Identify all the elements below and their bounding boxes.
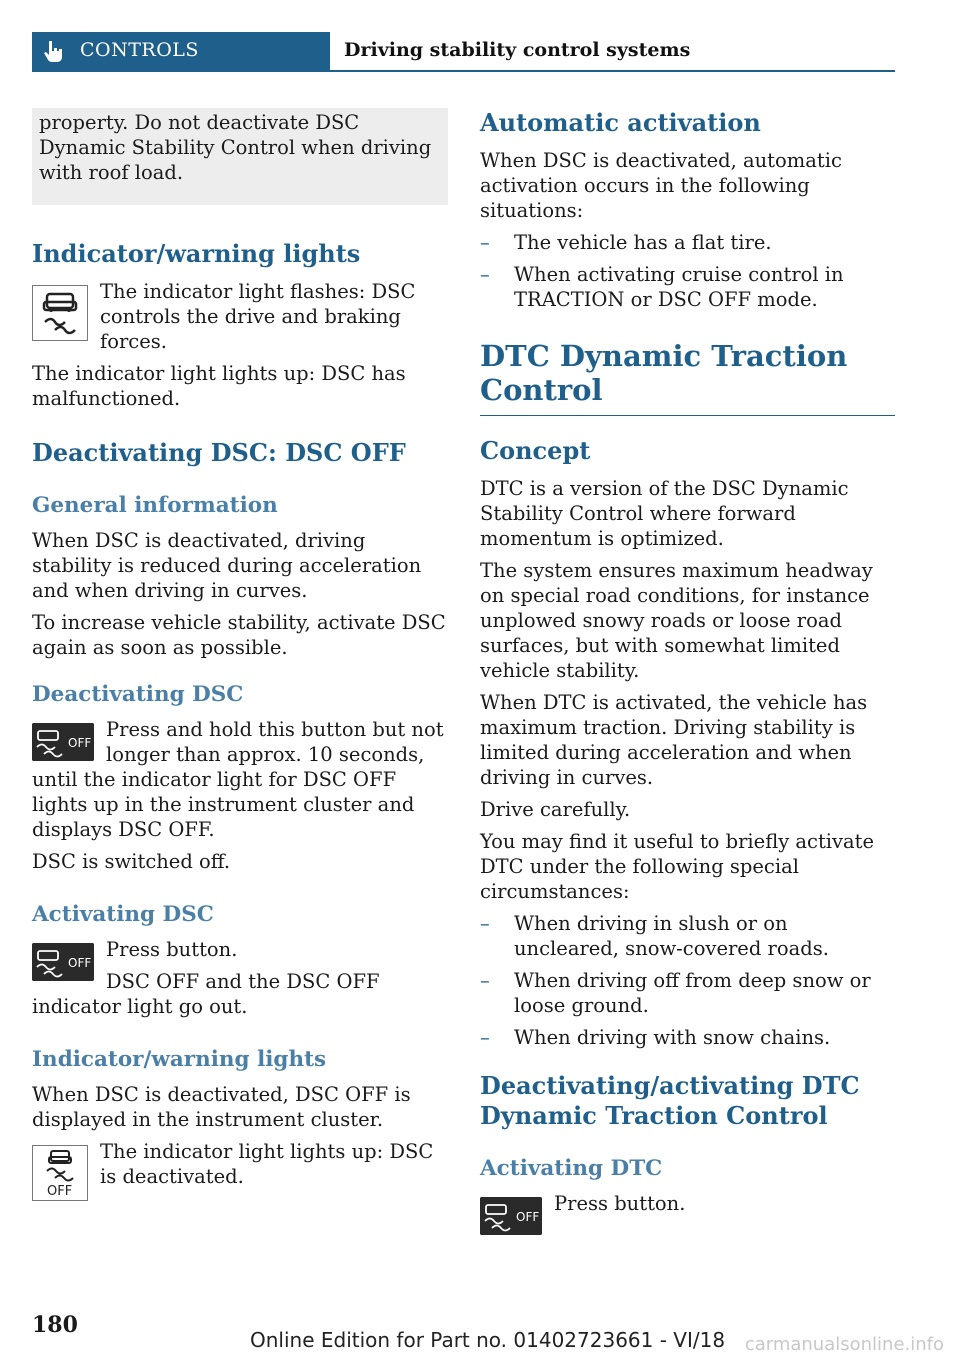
section-label: CONTROLS [80, 39, 199, 61]
act-dsc-heading: Activating DSC [32, 902, 214, 927]
right-column [480, 108, 895, 1237]
ind2-p2: The indicator light lights up: DSC is deactivated. [100, 1140, 434, 1188]
deact-dtc-heading: Deactivating/activating DTC Dynamic Traction Control [480, 1071, 860, 1130]
page-number: 180 [32, 1312, 78, 1338]
concept-p1: DTC is a version of the DSC Dynamic Stability Control where forward momentum is optimized. [480, 477, 849, 550]
concept-p3: When DTC is activated, the vehicle has maximum traction. Driving stability is limited during acceleration and when driving in curves. [480, 691, 868, 789]
list-item: – When driving in slush or on uncleared, snow-covered roads. [480, 911, 895, 961]
section-tab [32, 32, 330, 70]
indicator-p2: The indicator light lights up: DSC has malfunctioned. [32, 362, 406, 410]
auto-heading: Automatic activation [480, 108, 761, 137]
off-label: OFF [68, 736, 92, 750]
watermark: carmanualsonline.info [744, 1334, 944, 1355]
act-dsc-block [32, 937, 448, 1026]
concept-list [480, 911, 895, 1050]
deact-dsc-p2: DSC is switched off. [32, 850, 231, 873]
concept-p2: The system ensures maximum headway on special road conditions, for instance unplowed snowy roads or loose road surfaces, but with somewhat limited vehicle stability. [480, 559, 873, 682]
act-dtc-p1: Press button. [554, 1192, 686, 1215]
ind-off-label: OFF [47, 1184, 73, 1199]
list-item: – When activating cruise control in TRACTION or DSC OFF mode. [480, 262, 895, 312]
auto-list [480, 230, 895, 312]
off-label: OFF [516, 1210, 540, 1224]
dsc-off-indicator-icon [32, 1145, 88, 1201]
act-dtc-heading: Activating DTC [480, 1156, 663, 1181]
dsc-off-button-icon [32, 723, 94, 761]
indicator-block [32, 279, 448, 418]
list-item: – When driving with snow chains. [480, 1025, 895, 1050]
hand-pointer-icon [42, 39, 64, 63]
deact-dsc-block [32, 717, 448, 849]
indicator-heading: Indicator/warning lights [32, 239, 361, 268]
left-column [32, 108, 448, 1203]
edition-text: Online Edition for Part no. 01402723661 - VI/18 [250, 1328, 726, 1352]
concept-p4: Drive carefully. [480, 798, 631, 821]
ind2-block [32, 1139, 448, 1203]
page-header [32, 32, 895, 72]
off-label: OFF [68, 956, 92, 970]
deactivating-heading: Deactivating DSC: DSC OFF [32, 438, 406, 467]
general-heading: General information [32, 493, 278, 518]
general-p2: To increase vehicle stability, activate DSC again as soon as possible. [32, 611, 446, 659]
auto-p1: When DSC is deactivated, automatic activation occurs in the following situations: [480, 149, 842, 222]
dtc-heading: DTC Dynamic Traction Control [480, 339, 895, 416]
warning-note-box [32, 108, 448, 205]
concept-heading: Concept [480, 436, 591, 465]
act-dsc-p1: Press button. [106, 938, 238, 961]
ind2-heading: Indicator/warning lights [32, 1047, 327, 1072]
act-dtc-block [480, 1191, 895, 1237]
act-dsc-p2: DSC OFF and the DSC OFF indicator light go out. [32, 970, 380, 1018]
dsc-warning-light-icon [32, 285, 88, 341]
list-item: – When driving off from deep snow or loose ground. [480, 968, 895, 1018]
dsc-off-button-icon [480, 1197, 542, 1235]
deact-dsc-heading: Deactivating DSC [32, 682, 244, 707]
general-p1: When DSC is deactivated, driving stability is reduced during acceleration and when driving in curves. [32, 529, 422, 602]
indicator-p1: The indicator light flashes: DSC controls the drive and braking forces. [100, 280, 416, 353]
note-text: property. Do not deactivate DSC Dynamic Stability Control when driving with roof load. [39, 111, 432, 184]
concept-p5: You may find it useful to briefly activate DTC under the following special circumstances: [480, 830, 875, 903]
list-item: – The vehicle has a flat tire. [480, 230, 895, 255]
chapter-title: Driving stability control systems [344, 39, 691, 61]
dsc-off-button-icon [32, 943, 94, 981]
deact-dsc-p1: Press and hold this button but not longer than approx. 10 seconds, until the indicator light for DSC OFF lights up in the instrument cluster and displays DSC OFF. [32, 718, 444, 841]
ind2-p1: When DSC is deactivated, DSC OFF is displayed in the instrument cluster. [32, 1083, 411, 1131]
